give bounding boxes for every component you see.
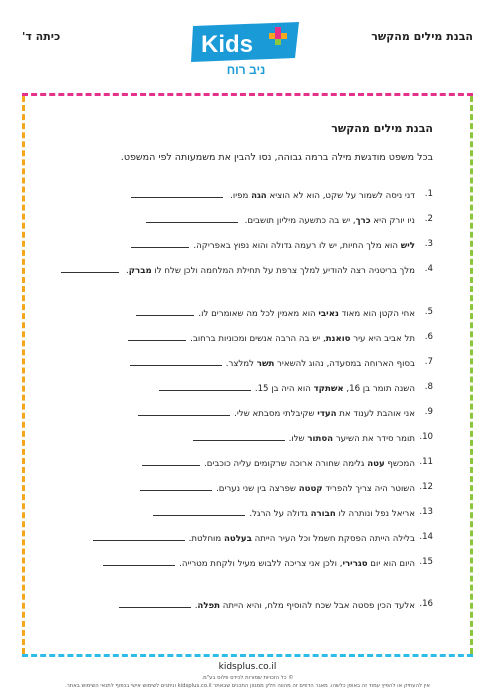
exercise-item <box>52 481 433 495</box>
item-number: 16. <box>419 599 433 609</box>
frame-top <box>22 93 473 96</box>
answer-blank[interactable] <box>136 306 194 316</box>
sentence-part: , ולכן אני צריכה ללבוש מעיל ולקחת מטרייה. <box>179 559 343 569</box>
item-number: 4. <box>424 264 433 274</box>
exercise-item <box>52 598 433 612</box>
answer-blank[interactable] <box>130 356 222 366</box>
instructions: בכל משפט מודגשת מילה ברמה גבוהה, נסו להבין את משמעותה לפי המשפט. <box>120 152 433 163</box>
exercise-item <box>52 506 433 520</box>
highlighted-word: חבורה <box>310 509 336 519</box>
exercise-item <box>52 331 433 345</box>
header-grade: כיתה ד' <box>22 30 61 43</box>
item-sentence <box>93 531 415 545</box>
sentence-part: מפיו. <box>227 191 252 201</box>
item-sentence <box>131 188 415 202</box>
item-sentence <box>159 381 415 395</box>
highlighted-word: הסתור <box>307 434 334 444</box>
item-number: 7. <box>424 357 433 367</box>
answer-blank[interactable] <box>93 531 185 541</box>
item-sentence <box>153 506 415 520</box>
sentence-part: דני ניסה לשמור על שקט, הוא לא הוציא <box>266 191 415 201</box>
logo-sub: ניב רוח <box>226 63 266 76</box>
highlighted-word: העדי <box>317 409 337 419</box>
highlighted-word: אשתקד <box>313 384 344 394</box>
item-number: 5. <box>424 307 433 317</box>
exercise-item <box>52 556 433 570</box>
sentence-part: השנה תומר בן 16, <box>343 384 415 394</box>
item-number: 9. <box>424 407 433 417</box>
item-sentence <box>146 213 415 227</box>
item-number: 12. <box>419 482 433 492</box>
sentence-part: למלצר. <box>225 359 257 369</box>
answer-blank[interactable] <box>119 598 191 608</box>
answer-blank[interactable] <box>140 481 212 491</box>
sentence-part: גדולה על הרגל. <box>249 509 311 519</box>
highlighted-word: נאיבי <box>318 309 339 319</box>
frame-left <box>22 96 25 654</box>
footer-url[interactable]: kidsplus.co.il <box>218 662 277 672</box>
sentence-part: שלו. <box>288 434 308 444</box>
item-number: 1. <box>424 189 433 199</box>
item-sentence <box>103 556 415 570</box>
answer-blank[interactable] <box>128 331 186 341</box>
sentence-part: גלימה שחורה ארוכה שרקומים עליה כוכבים. <box>204 459 368 469</box>
sentence-part: מוחלטת. <box>188 534 224 544</box>
highlighted-word: תשר <box>256 359 275 369</box>
sentence-part: שפרצה בין שני נערים. <box>216 484 299 494</box>
sentence-part: הוא מאמין לכל מה שאומרים לו. <box>198 309 319 319</box>
exercise-item <box>52 406 433 420</box>
answer-blank[interactable] <box>131 238 189 248</box>
item-sentence <box>119 598 415 612</box>
header-topic: הבנת מילים מהקשר <box>371 30 473 43</box>
exercise-item <box>52 356 433 370</box>
answer-blank[interactable] <box>103 556 175 566</box>
item-sentence <box>136 306 415 320</box>
item-number: 13. <box>419 507 433 517</box>
answer-blank[interactable] <box>146 213 238 223</box>
answer-blank[interactable] <box>61 263 119 273</box>
sentence-part: ניו יורק היא <box>370 216 415 226</box>
item-sentence <box>130 356 415 370</box>
highlighted-word: תפלה <box>197 601 221 611</box>
exercise-item <box>52 238 433 252</box>
logo-text: Kids <box>201 31 254 58</box>
sentence-part: המכשף <box>384 459 415 469</box>
exercise-item <box>52 531 433 545</box>
sentence-part: שקיבלתי מסבתא שלי. <box>234 409 318 419</box>
exercise-item <box>52 213 433 227</box>
sentence-part: הוא מלך החיות, יש לו רעמה גדולה והוא נפוץ באפריקה. <box>193 241 401 251</box>
exercise-item <box>52 188 433 202</box>
sentence-part: אני אוהבת לענוד את <box>336 409 415 419</box>
footer-disclaimer: אין להעתיק או להפיץ עמוד זה באופן כלשהו. מאגר הדפים זה מהווה חלק ממגוון התכנים שבאתר kidsplus.co.il וניתנים לשימוש אישי בכפוף לתנאי השימוש באתר. <box>65 683 430 689</box>
kids-logo <box>187 20 305 76</box>
sentence-part: . <box>123 266 129 276</box>
answer-blank[interactable] <box>159 381 251 391</box>
exercise-item <box>52 456 433 470</box>
item-sentence <box>140 481 415 495</box>
answer-blank[interactable] <box>142 456 200 466</box>
footer-notes <box>0 674 495 690</box>
exercise-item <box>52 431 433 445</box>
answer-blank[interactable] <box>193 431 285 441</box>
item-number: 14. <box>419 532 433 542</box>
highlighted-word: סואנת <box>325 334 351 344</box>
item-sentence <box>128 331 415 345</box>
sentence-part: הוא היה בן 15. <box>254 384 314 394</box>
sentence-part: אריאל נפל ונותרה לו <box>335 509 415 519</box>
frame-right <box>470 96 473 654</box>
item-number: 8. <box>424 382 433 392</box>
sentence-part: . <box>194 601 198 611</box>
exercise-item <box>52 381 433 395</box>
highlighted-word: בעלטה <box>223 534 252 544</box>
item-sentence <box>138 406 415 420</box>
sentence-part: אחי הקטן הוא מאוד <box>338 309 415 319</box>
page-title: הבנת מילים מהקשר <box>331 122 433 135</box>
exercise-item <box>52 263 433 277</box>
highlighted-word: סגרירי <box>342 559 368 569</box>
item-sentence <box>193 431 415 445</box>
exercise-item <box>52 306 433 320</box>
item-number: 2. <box>424 214 433 224</box>
answer-blank[interactable] <box>153 506 245 516</box>
sentence-part: בלילה הייתה הפסקת חשמל וכל העיר הייתה <box>251 534 415 544</box>
highlighted-word: ליש <box>400 241 415 251</box>
footer-copyright: © כל הזכויות שמורות לכידס פלוס בע"מ. <box>201 675 294 681</box>
item-sentence <box>61 263 415 277</box>
item-sentence <box>142 456 415 470</box>
answer-blank[interactable] <box>131 188 223 198</box>
sentence-part: השוטר היה צריך להפריד <box>322 484 415 494</box>
item-number: 10. <box>419 432 433 442</box>
item-number: 6. <box>424 332 433 342</box>
sentence-part: תל אביב היא עיר <box>350 334 415 344</box>
sentence-part: , יש בה כתשעה מיליון תושבים. <box>241 216 356 226</box>
sentence-part: בסוף הארוחה במסעדה, נהוג להשאיר <box>274 359 415 369</box>
sentence-part: אלעד הכין פסטה אבל שכח להוסיף מלח, והיא הייתה <box>220 601 415 611</box>
sentence-part: תומר סידר את השיער <box>333 434 415 444</box>
sentence-part: מלך בריטניה רצה להודיע למלך צרפת על תחילת המלחמה ולכן שלח לו <box>151 266 415 276</box>
item-sentence <box>131 238 415 252</box>
highlighted-word: הגה <box>251 191 267 201</box>
highlighted-word: עטה <box>367 459 385 469</box>
item-number: 11. <box>419 457 433 467</box>
frame-bottom <box>22 654 473 657</box>
item-number: 15. <box>419 557 433 567</box>
highlighted-word: מברק <box>128 266 152 276</box>
highlighted-word: כרך <box>355 216 371 226</box>
sentence-part: , יש בה הרבה אנשים ומכוניות ברחוב. <box>190 334 326 344</box>
answer-blank[interactable] <box>138 406 230 416</box>
highlighted-word: קטטה <box>298 484 323 494</box>
sentence-part: היום הוא יום <box>367 559 415 569</box>
item-number: 3. <box>424 239 433 249</box>
